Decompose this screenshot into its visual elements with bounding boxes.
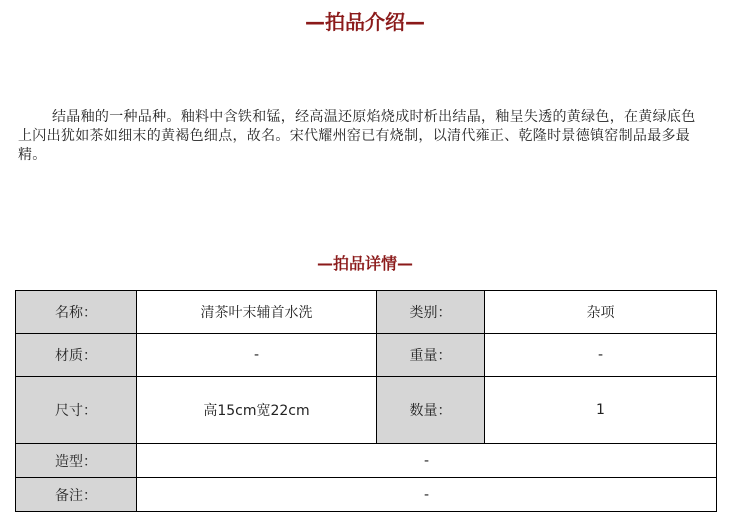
remarks-label: 备注： xyxy=(16,478,137,512)
weight-value: - xyxy=(485,334,717,377)
size-value: 高15cm宽22cm xyxy=(137,377,377,444)
shape-label: 造型： xyxy=(16,444,137,478)
table-row xyxy=(16,291,717,334)
details-table xyxy=(15,290,717,512)
table-row xyxy=(16,377,717,444)
material-label: 材质： xyxy=(16,334,137,377)
table-row xyxy=(16,444,717,478)
quantity-value: 1 xyxy=(485,377,717,444)
quantity-label: 数量： xyxy=(377,377,485,444)
material-value: - xyxy=(137,334,377,377)
table-row xyxy=(16,334,717,377)
name-value: 清茶叶末辅首水洗 xyxy=(137,291,377,334)
page-title: —拍品介绍— xyxy=(305,10,425,34)
name-label: 名称： xyxy=(16,291,137,334)
weight-label: 重量： xyxy=(377,334,485,377)
table-row xyxy=(16,478,717,512)
details-title: —拍品详情— xyxy=(316,254,413,273)
intro-paragraph: 结晶釉的一种品种。釉料中含铁和锰，经高温还原焰烧成时析出结晶，釉呈失透的黄绿色，在黄绿底色上闪出犹如茶如细末的黄褐色细点，故名。宋代耀州窑已有烧制，以清代雍正、乾隆时景德镇窑制品最多最精。 xyxy=(18,109,696,163)
category-label: 类别： xyxy=(377,291,485,334)
size-label: 尺寸： xyxy=(16,377,137,444)
shape-value: - xyxy=(137,444,717,478)
remarks-value: - xyxy=(137,478,717,512)
category-value: 杂项 xyxy=(485,291,717,334)
